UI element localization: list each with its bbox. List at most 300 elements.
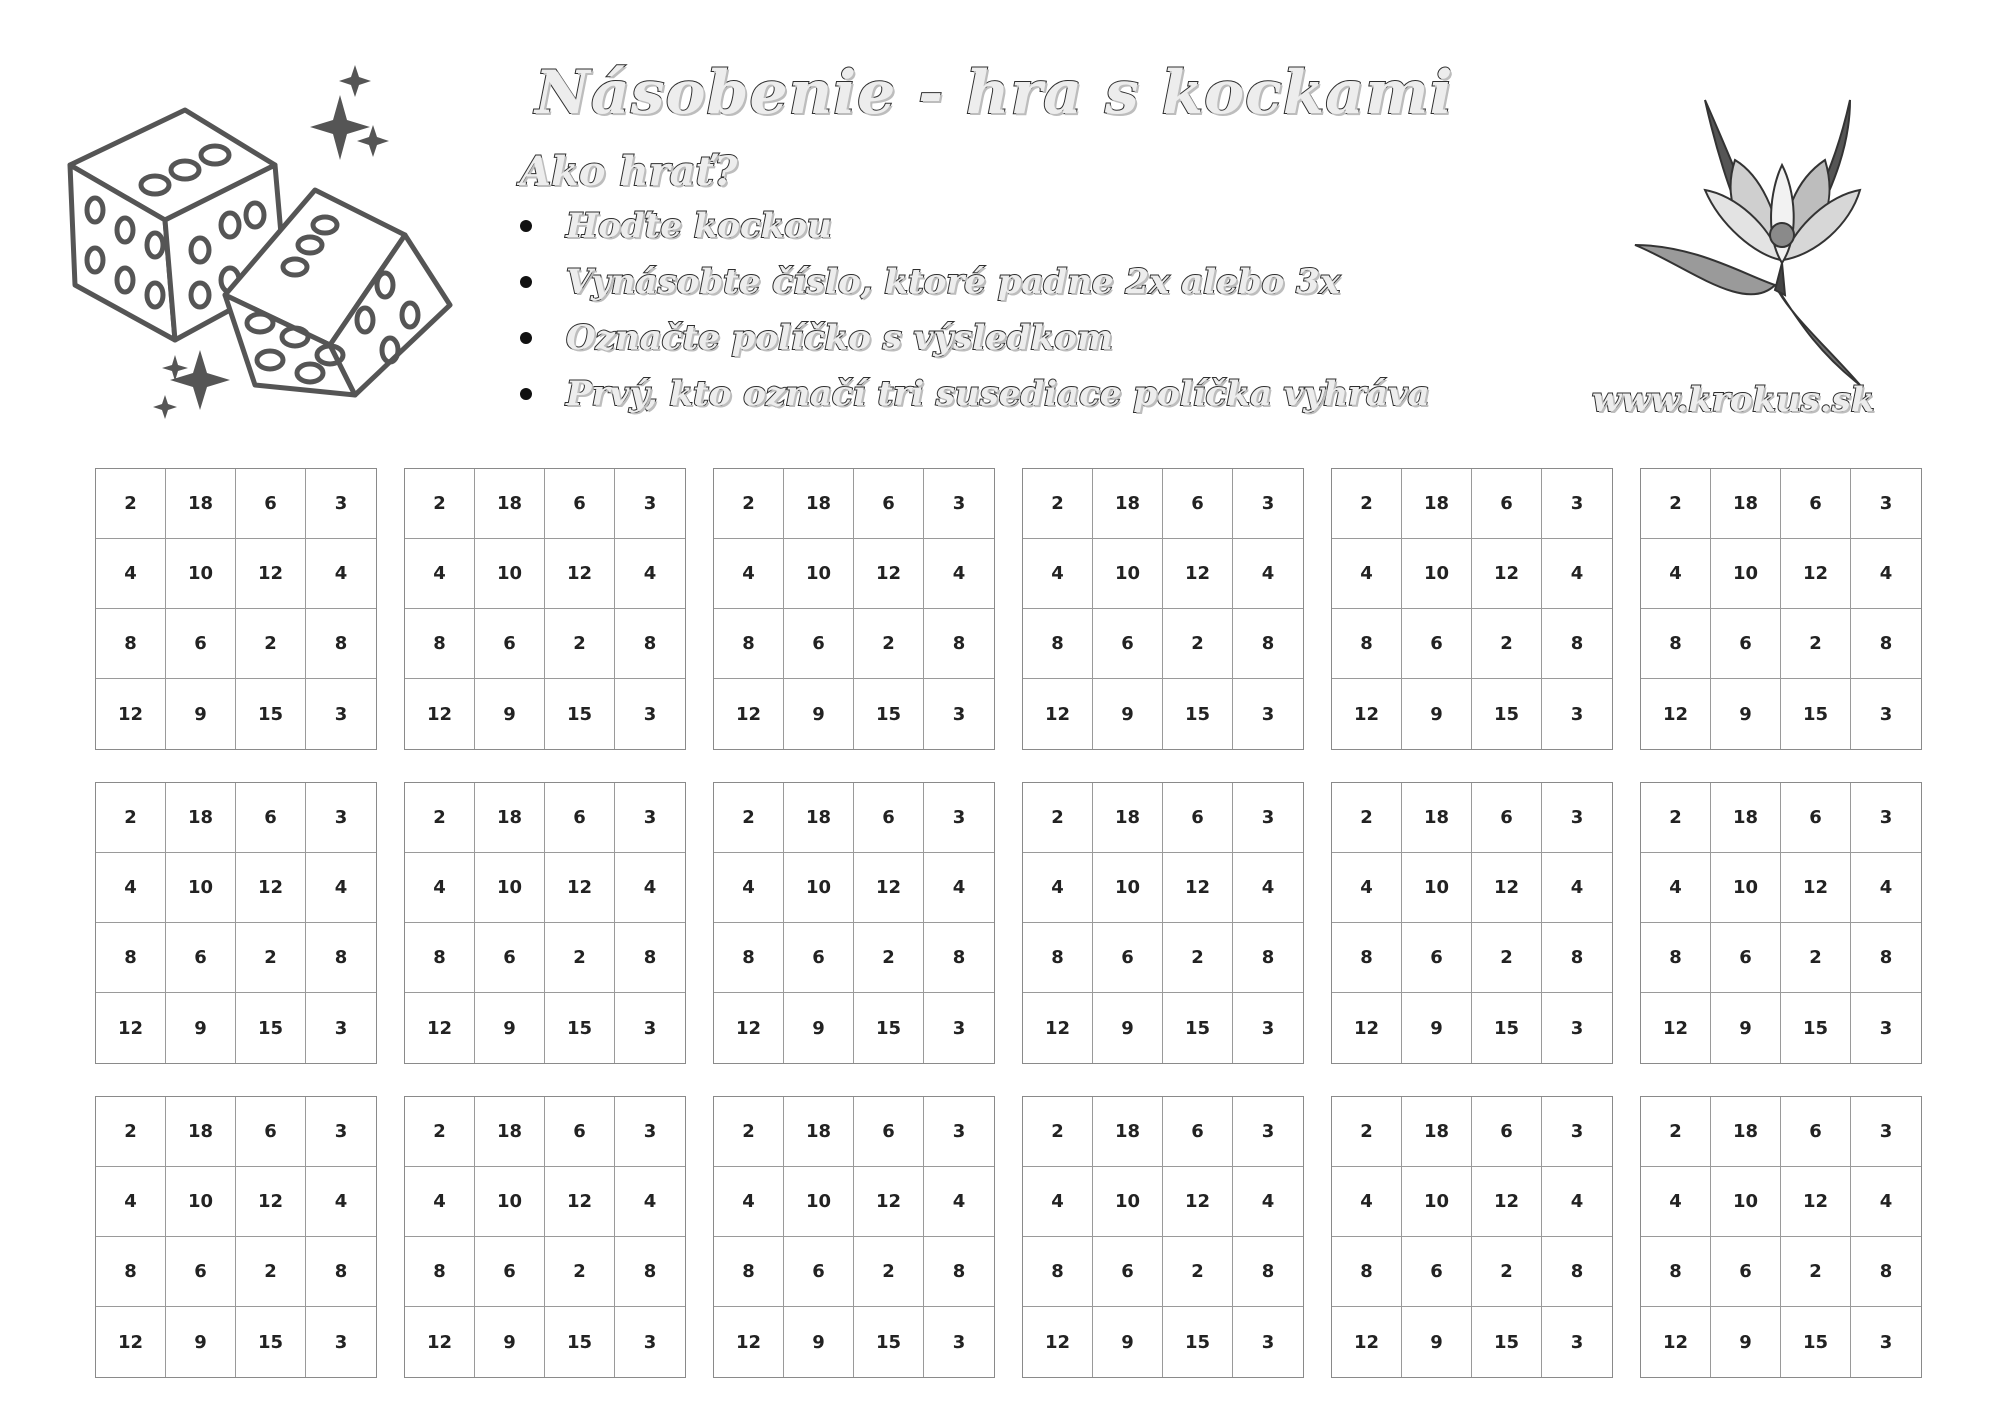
board-cell[interactable]: 6: [1163, 469, 1233, 539]
board-cell[interactable]: 8: [1641, 609, 1711, 679]
board-cell[interactable]: 18: [1093, 783, 1163, 853]
board-cell[interactable]: 12: [545, 539, 615, 609]
board-cell[interactable]: 3: [1542, 1097, 1612, 1167]
board-cell[interactable]: 15: [545, 1307, 615, 1377]
board-cell[interactable]: 6: [1781, 1097, 1851, 1167]
board-cell[interactable]: 6: [1163, 1097, 1233, 1167]
board-cell[interactable]: 2: [96, 1097, 166, 1167]
board-cell[interactable]: 4: [1542, 539, 1612, 609]
board-cell[interactable]: 12: [714, 679, 784, 749]
board-cell[interactable]: 2: [714, 1097, 784, 1167]
board-cell[interactable]: 10: [475, 1167, 545, 1237]
board-cell[interactable]: 6: [854, 1097, 924, 1167]
board-cell[interactable]: 4: [1542, 853, 1612, 923]
board-cell[interactable]: 8: [1332, 923, 1402, 993]
board-cell[interactable]: 9: [1711, 1307, 1781, 1377]
board-cell[interactable]: 15: [1781, 1307, 1851, 1377]
board-cell[interactable]: 8: [924, 1237, 994, 1307]
board-cell[interactable]: 12: [96, 679, 166, 749]
board-cell[interactable]: 15: [854, 679, 924, 749]
board-cell[interactable]: 18: [1711, 783, 1781, 853]
board-cell[interactable]: 10: [475, 539, 545, 609]
board-cell[interactable]: 2: [854, 1237, 924, 1307]
board-cell[interactable]: 6: [1402, 1237, 1472, 1307]
board-cell[interactable]: 4: [1233, 539, 1303, 609]
board-cell[interactable]: 9: [1711, 993, 1781, 1063]
board-cell[interactable]: 15: [854, 1307, 924, 1377]
board-cell[interactable]: 18: [784, 1097, 854, 1167]
board-cell[interactable]: 4: [1851, 853, 1921, 923]
board-cell[interactable]: 4: [306, 853, 376, 923]
board-cell[interactable]: 3: [1233, 1097, 1303, 1167]
board-cell[interactable]: 18: [1711, 1097, 1781, 1167]
board-cell[interactable]: 8: [96, 1237, 166, 1307]
board-cell[interactable]: 9: [475, 993, 545, 1063]
board-cell[interactable]: 4: [96, 1167, 166, 1237]
board-cell[interactable]: 9: [784, 993, 854, 1063]
board-cell[interactable]: 4: [1233, 1167, 1303, 1237]
board-cell[interactable]: 2: [1332, 1097, 1402, 1167]
board-cell[interactable]: 10: [1402, 853, 1472, 923]
board-cell[interactable]: 8: [1851, 609, 1921, 679]
board-cell[interactable]: 3: [1542, 469, 1612, 539]
rule-item: [520, 254, 1430, 310]
board-cell[interactable]: 2: [1163, 1237, 1233, 1307]
board-cell[interactable]: 6: [166, 609, 236, 679]
board-cell[interactable]: 15: [236, 993, 306, 1063]
board-cell[interactable]: 12: [1472, 1167, 1542, 1237]
bingo-board: [1331, 468, 1613, 750]
board-cell[interactable]: 15: [545, 993, 615, 1063]
board-cell[interactable]: 2: [236, 609, 306, 679]
board-cell[interactable]: 2: [1641, 469, 1711, 539]
board-cell[interactable]: 2: [1023, 1097, 1093, 1167]
board-cell[interactable]: 10: [1711, 539, 1781, 609]
board-cell[interactable]: 9: [475, 679, 545, 749]
bingo-board: [404, 468, 686, 750]
board-cell[interactable]: 4: [1641, 853, 1711, 923]
board-cell[interactable]: 15: [236, 679, 306, 749]
board-cell[interactable]: 3: [643, 703, 657, 725]
board-cell[interactable]: 12: [96, 993, 166, 1063]
board-cell[interactable]: 9: [784, 679, 854, 749]
board-cell[interactable]: 4: [405, 853, 475, 923]
board-cell[interactable]: 6: [1781, 469, 1851, 539]
board-cell[interactable]: 8: [306, 923, 376, 993]
board-cell[interactable]: 3: [1851, 469, 1921, 539]
board-cell[interactable]: 12: [1332, 679, 1402, 749]
board-cell[interactable]: 12: [1781, 539, 1851, 609]
board-cell[interactable]: 9: [1093, 993, 1163, 1063]
board-cell[interactable]: 12: [236, 539, 306, 609]
board-cell[interactable]: 12: [714, 993, 784, 1063]
board-cell[interactable]: 8: [924, 609, 994, 679]
board-cell[interactable]: 3: [1570, 1017, 1584, 1039]
board-cell[interactable]: 18: [1402, 1097, 1472, 1167]
board-cell[interactable]: 4: [1851, 539, 1921, 609]
board-cell[interactable]: 8: [96, 609, 166, 679]
board-cell[interactable]: 2: [714, 783, 784, 853]
board-cell[interactable]: 12: [1023, 679, 1093, 749]
board-cell[interactable]: 15: [1472, 1307, 1542, 1377]
board-cell[interactable]: 3: [1851, 783, 1921, 853]
rule-text: Označte políčko s výsledkom: [566, 318, 1113, 358]
board-cell[interactable]: 3: [1851, 1097, 1921, 1167]
board-cell[interactable]: 10: [1093, 539, 1163, 609]
board-cell[interactable]: 12: [1023, 993, 1093, 1063]
board-cell[interactable]: 12: [96, 1307, 166, 1377]
board-cell[interactable]: 8: [1332, 1237, 1402, 1307]
board-cell[interactable]: 12: [1781, 853, 1851, 923]
board-cell[interactable]: 4: [1641, 539, 1711, 609]
board-cell[interactable]: 8: [1641, 923, 1711, 993]
board-cell[interactable]: 3: [643, 1331, 657, 1353]
board-cell[interactable]: 6: [1163, 783, 1233, 853]
board-cell[interactable]: 6: [236, 783, 306, 853]
board-cell[interactable]: 8: [924, 923, 994, 993]
board-cell[interactable]: 8: [306, 609, 376, 679]
board-cell[interactable]: 2: [1781, 609, 1851, 679]
board-cell[interactable]: 15: [545, 679, 615, 749]
board-cell[interactable]: 8: [306, 1237, 376, 1307]
board-cell[interactable]: 12: [854, 539, 924, 609]
board-cell[interactable]: 6: [1472, 1097, 1542, 1167]
board-cell[interactable]: 12: [1472, 853, 1542, 923]
board-cell[interactable]: 8: [405, 609, 475, 679]
board-cell[interactable]: 6: [236, 469, 306, 539]
board-cell[interactable]: 2: [545, 1237, 615, 1307]
board-cell[interactable]: 12: [1163, 1167, 1233, 1237]
board-cell[interactable]: 18: [1402, 783, 1472, 853]
board-cell[interactable]: 6: [1093, 609, 1163, 679]
board-cell[interactable]: 2: [714, 469, 784, 539]
board-cell[interactable]: 2: [1023, 469, 1093, 539]
board-cell[interactable]: 2: [96, 469, 166, 539]
board-cell[interactable]: 15: [1163, 679, 1233, 749]
board-cell[interactable]: 4: [1641, 1167, 1711, 1237]
board-cell[interactable]: 8: [1542, 923, 1612, 993]
board-cell[interactable]: 6: [1093, 1237, 1163, 1307]
board-cell[interactable]: 4: [714, 539, 784, 609]
board-cell[interactable]: 12: [854, 1167, 924, 1237]
board-cell[interactable]: 4: [1023, 853, 1093, 923]
board-cell[interactable]: 6: [1711, 1237, 1781, 1307]
board-cell[interactable]: 9: [1402, 1307, 1472, 1377]
board-cell[interactable]: 9: [1402, 679, 1472, 749]
board-cell[interactable]: 8: [1233, 1237, 1303, 1307]
board-cell[interactable]: 3: [924, 1097, 994, 1167]
board-cell[interactable]: 18: [1711, 469, 1781, 539]
board-cell[interactable]: 12: [1023, 1307, 1093, 1377]
board-cell[interactable]: 2: [1332, 783, 1402, 853]
board-cell[interactable]: 2: [1781, 923, 1851, 993]
board-cell[interactable]: 10: [166, 1167, 236, 1237]
board-cell[interactable]: 10: [784, 853, 854, 923]
board-cell[interactable]: 6: [784, 923, 854, 993]
board-cell[interactable]: 2: [1641, 1097, 1711, 1167]
board-cell[interactable]: 12: [714, 1307, 784, 1377]
board-cell[interactable]: 6: [1711, 923, 1781, 993]
board-cell[interactable]: 12: [236, 853, 306, 923]
board-cell[interactable]: 3: [1570, 1331, 1584, 1353]
board-cell[interactable]: 3: [334, 703, 348, 725]
board-cell[interactable]: 6: [475, 923, 545, 993]
board-cell[interactable]: 15: [1472, 993, 1542, 1063]
board-cell[interactable]: 12: [236, 1167, 306, 1237]
board-cell[interactable]: 10: [1711, 853, 1781, 923]
board-cell[interactable]: 15: [854, 993, 924, 1063]
board-cell[interactable]: 10: [166, 539, 236, 609]
board-cell[interactable]: 2: [1781, 1237, 1851, 1307]
board-cell[interactable]: 18: [784, 469, 854, 539]
board-cell[interactable]: 3: [306, 783, 376, 853]
board-cell[interactable]: 12: [1472, 539, 1542, 609]
board-cell[interactable]: 18: [1093, 469, 1163, 539]
board-cell[interactable]: 10: [1402, 539, 1472, 609]
board-cell[interactable]: 3: [1233, 469, 1303, 539]
board-cell[interactable]: 6: [1402, 923, 1472, 993]
board-cell[interactable]: 4: [924, 1167, 994, 1237]
board-cell[interactable]: 3: [306, 1097, 376, 1167]
board-cell[interactable]: 4: [1332, 539, 1402, 609]
board-cell[interactable]: 15: [1472, 679, 1542, 749]
board-cell[interactable]: 12: [405, 1307, 475, 1377]
board-cell[interactable]: 4: [924, 853, 994, 923]
board-cell[interactable]: 3: [334, 1017, 348, 1039]
board-cell[interactable]: 2: [854, 923, 924, 993]
board-cell[interactable]: 2: [405, 1097, 475, 1167]
board-cell[interactable]: 4: [1332, 853, 1402, 923]
board-cell[interactable]: 12: [1332, 993, 1402, 1063]
board-cell[interactable]: 2: [854, 609, 924, 679]
board-cell[interactable]: 2: [1472, 1237, 1542, 1307]
board-cell[interactable]: 4: [924, 539, 994, 609]
board-cell[interactable]: 9: [1711, 679, 1781, 749]
board-cell[interactable]: 3: [615, 1097, 685, 1167]
board-cell[interactable]: 4: [306, 539, 376, 609]
board-cell[interactable]: 3: [1261, 1331, 1275, 1353]
bingo-board: [713, 468, 995, 750]
board-cell[interactable]: 12: [545, 853, 615, 923]
board-cell[interactable]: 4: [714, 1167, 784, 1237]
board-cell[interactable]: 2: [1472, 923, 1542, 993]
board-cell[interactable]: 2: [1163, 609, 1233, 679]
board-cell[interactable]: 2: [545, 609, 615, 679]
board-cell[interactable]: 9: [166, 993, 236, 1063]
board-cell[interactable]: 12: [1332, 1307, 1402, 1377]
board-cell[interactable]: 8: [405, 1237, 475, 1307]
board-cell[interactable]: 2: [1023, 783, 1093, 853]
board-cell[interactable]: 4: [96, 853, 166, 923]
board-cell[interactable]: 12: [545, 1167, 615, 1237]
board-cell[interactable]: 8: [1233, 609, 1303, 679]
bingo-board: [95, 468, 377, 750]
board-cell[interactable]: 10: [1093, 1167, 1163, 1237]
board-cell[interactable]: 6: [475, 609, 545, 679]
board-cell[interactable]: 9: [1402, 993, 1472, 1063]
board-cell[interactable]: 8: [96, 923, 166, 993]
board-cell[interactable]: 12: [405, 679, 475, 749]
board-cell[interactable]: 6: [1711, 609, 1781, 679]
board-cell[interactable]: 3: [334, 1331, 348, 1353]
bingo-board: [1640, 1096, 1922, 1378]
board-cell[interactable]: 6: [545, 783, 615, 853]
board-cell[interactable]: 8: [1023, 1237, 1093, 1307]
board-cell[interactable]: 4: [1542, 1167, 1612, 1237]
board-cell[interactable]: 9: [1093, 679, 1163, 749]
board-cell[interactable]: 6: [236, 1097, 306, 1167]
board-cell[interactable]: 9: [784, 1307, 854, 1377]
board-cell[interactable]: 12: [1641, 1307, 1711, 1377]
board-cell[interactable]: 4: [1233, 853, 1303, 923]
board-cell[interactable]: 2: [1472, 609, 1542, 679]
board-cell[interactable]: 6: [854, 469, 924, 539]
board-cell[interactable]: 10: [166, 853, 236, 923]
board-cell[interactable]: 10: [784, 1167, 854, 1237]
rule-text: Vynásobte číslo, ktoré padne 2x alebo 3x: [566, 262, 1340, 302]
board-cell[interactable]: 9: [166, 679, 236, 749]
board-cell[interactable]: 8: [1542, 609, 1612, 679]
board-cell[interactable]: 3: [1261, 703, 1275, 725]
board-cell[interactable]: 18: [1093, 1097, 1163, 1167]
board-cell[interactable]: 4: [615, 1167, 685, 1237]
board-cell[interactable]: 10: [475, 853, 545, 923]
board-cell[interactable]: 3: [1542, 783, 1612, 853]
board-cell[interactable]: 10: [1402, 1167, 1472, 1237]
board-cell[interactable]: 15: [1163, 993, 1233, 1063]
board-cell[interactable]: 3: [1233, 783, 1303, 853]
board-cell[interactable]: 3: [924, 469, 994, 539]
board-cell[interactable]: 6: [475, 1237, 545, 1307]
website-link[interactable]: www.krokus.sk: [1592, 380, 1875, 420]
board-cell[interactable]: 6: [545, 1097, 615, 1167]
board-cell[interactable]: 12: [1163, 539, 1233, 609]
board-cell[interactable]: 18: [166, 1097, 236, 1167]
board-cell[interactable]: 6: [1781, 783, 1851, 853]
board-cell[interactable]: 3: [924, 783, 994, 853]
board-cell[interactable]: 12: [1641, 993, 1711, 1063]
board-cell[interactable]: 4: [96, 539, 166, 609]
board-cell[interactable]: 12: [1163, 853, 1233, 923]
board-cell[interactable]: 6: [1402, 609, 1472, 679]
board-cell[interactable]: 3: [952, 1331, 966, 1353]
board-cell[interactable]: 18: [1402, 469, 1472, 539]
board-cell[interactable]: 4: [615, 539, 685, 609]
board-cell[interactable]: 3: [615, 783, 685, 853]
board-cell[interactable]: 8: [615, 609, 685, 679]
board-cell[interactable]: 6: [1472, 783, 1542, 853]
board-cell[interactable]: 4: [1851, 1167, 1921, 1237]
board-cell[interactable]: 12: [405, 993, 475, 1063]
board-cell[interactable]: 8: [1851, 1237, 1921, 1307]
board-cell[interactable]: 6: [784, 1237, 854, 1307]
board-cell[interactable]: 18: [166, 783, 236, 853]
board-cell[interactable]: 6: [1472, 469, 1542, 539]
board-cell[interactable]: 8: [1641, 1237, 1711, 1307]
board-cell[interactable]: 8: [1233, 923, 1303, 993]
board-cell[interactable]: 4: [1023, 1167, 1093, 1237]
board-cell[interactable]: 2: [1641, 783, 1711, 853]
board-cell[interactable]: 4: [1023, 539, 1093, 609]
board-cell[interactable]: 3: [306, 469, 376, 539]
board-cell[interactable]: 18: [784, 783, 854, 853]
board-cell[interactable]: 4: [1332, 1167, 1402, 1237]
board-cell[interactable]: 12: [854, 853, 924, 923]
board-cell[interactable]: 3: [1261, 1017, 1275, 1039]
board-cell[interactable]: 2: [1332, 469, 1402, 539]
board-cell[interactable]: 4: [405, 539, 475, 609]
board-cell[interactable]: 2: [405, 469, 475, 539]
board-cell[interactable]: 6: [545, 469, 615, 539]
board-cell[interactable]: 18: [475, 1097, 545, 1167]
board-cell[interactable]: 4: [306, 1167, 376, 1237]
board-cell[interactable]: 2: [96, 783, 166, 853]
board-cell[interactable]: 8: [714, 1237, 784, 1307]
board-cell[interactable]: 8: [1851, 923, 1921, 993]
board-cell[interactable]: 3: [1570, 703, 1584, 725]
board-cell[interactable]: 3: [643, 1017, 657, 1039]
bingo-board: [1640, 468, 1922, 750]
board-cell[interactable]: 8: [714, 609, 784, 679]
board-cell[interactable]: 6: [166, 1237, 236, 1307]
board-cell[interactable]: 18: [475, 469, 545, 539]
board-cell[interactable]: 4: [714, 853, 784, 923]
board-cell[interactable]: 2: [236, 923, 306, 993]
board-cell[interactable]: 3: [1879, 1331, 1893, 1353]
board-cell[interactable]: 15: [1781, 679, 1851, 749]
board-cell[interactable]: 6: [1093, 923, 1163, 993]
board-cell[interactable]: 9: [475, 1307, 545, 1377]
board-cell[interactable]: 2: [405, 783, 475, 853]
board-cell[interactable]: 18: [166, 469, 236, 539]
board-cell[interactable]: 15: [1781, 993, 1851, 1063]
board-cell[interactable]: 8: [1332, 609, 1402, 679]
board-cell[interactable]: 8: [615, 923, 685, 993]
board-cell[interactable]: 6: [784, 609, 854, 679]
rule-text: Prvý, kto označí tri susediace políčka vyhráva: [566, 374, 1430, 414]
board-cell[interactable]: 10: [784, 539, 854, 609]
bullet-icon: [520, 332, 532, 344]
board-cell[interactable]: 3: [1879, 1017, 1893, 1039]
board-cell[interactable]: 8: [1023, 609, 1093, 679]
board-cell[interactable]: 4: [405, 1167, 475, 1237]
board-cell[interactable]: 6: [854, 783, 924, 853]
board-cell[interactable]: 3: [952, 1017, 966, 1039]
board-cell[interactable]: 2: [236, 1237, 306, 1307]
board-cell[interactable]: 12: [1641, 679, 1711, 749]
board-cell[interactable]: 10: [1711, 1167, 1781, 1237]
board-cell[interactable]: 10: [1093, 853, 1163, 923]
board-cell[interactable]: 2: [545, 923, 615, 993]
board-cell[interactable]: 8: [615, 1237, 685, 1307]
board-cell[interactable]: 6: [166, 923, 236, 993]
board-cell[interactable]: 12: [1781, 1167, 1851, 1237]
board-cell[interactable]: 9: [1093, 1307, 1163, 1377]
board-cell[interactable]: 9: [166, 1307, 236, 1377]
board-cell[interactable]: 4: [615, 853, 685, 923]
board-cell[interactable]: 15: [1163, 1307, 1233, 1377]
board-cell[interactable]: 8: [1542, 1237, 1612, 1307]
board-cell[interactable]: 3: [952, 703, 966, 725]
board-cell[interactable]: 8: [405, 923, 475, 993]
board-cell[interactable]: 3: [615, 469, 685, 539]
board-cell[interactable]: 8: [1023, 923, 1093, 993]
board-cell[interactable]: 8: [714, 923, 784, 993]
board-cell[interactable]: 15: [236, 1307, 306, 1377]
board-cell[interactable]: 3: [1879, 703, 1893, 725]
board-cell[interactable]: 18: [475, 783, 545, 853]
board-cell[interactable]: 2: [1163, 923, 1233, 993]
